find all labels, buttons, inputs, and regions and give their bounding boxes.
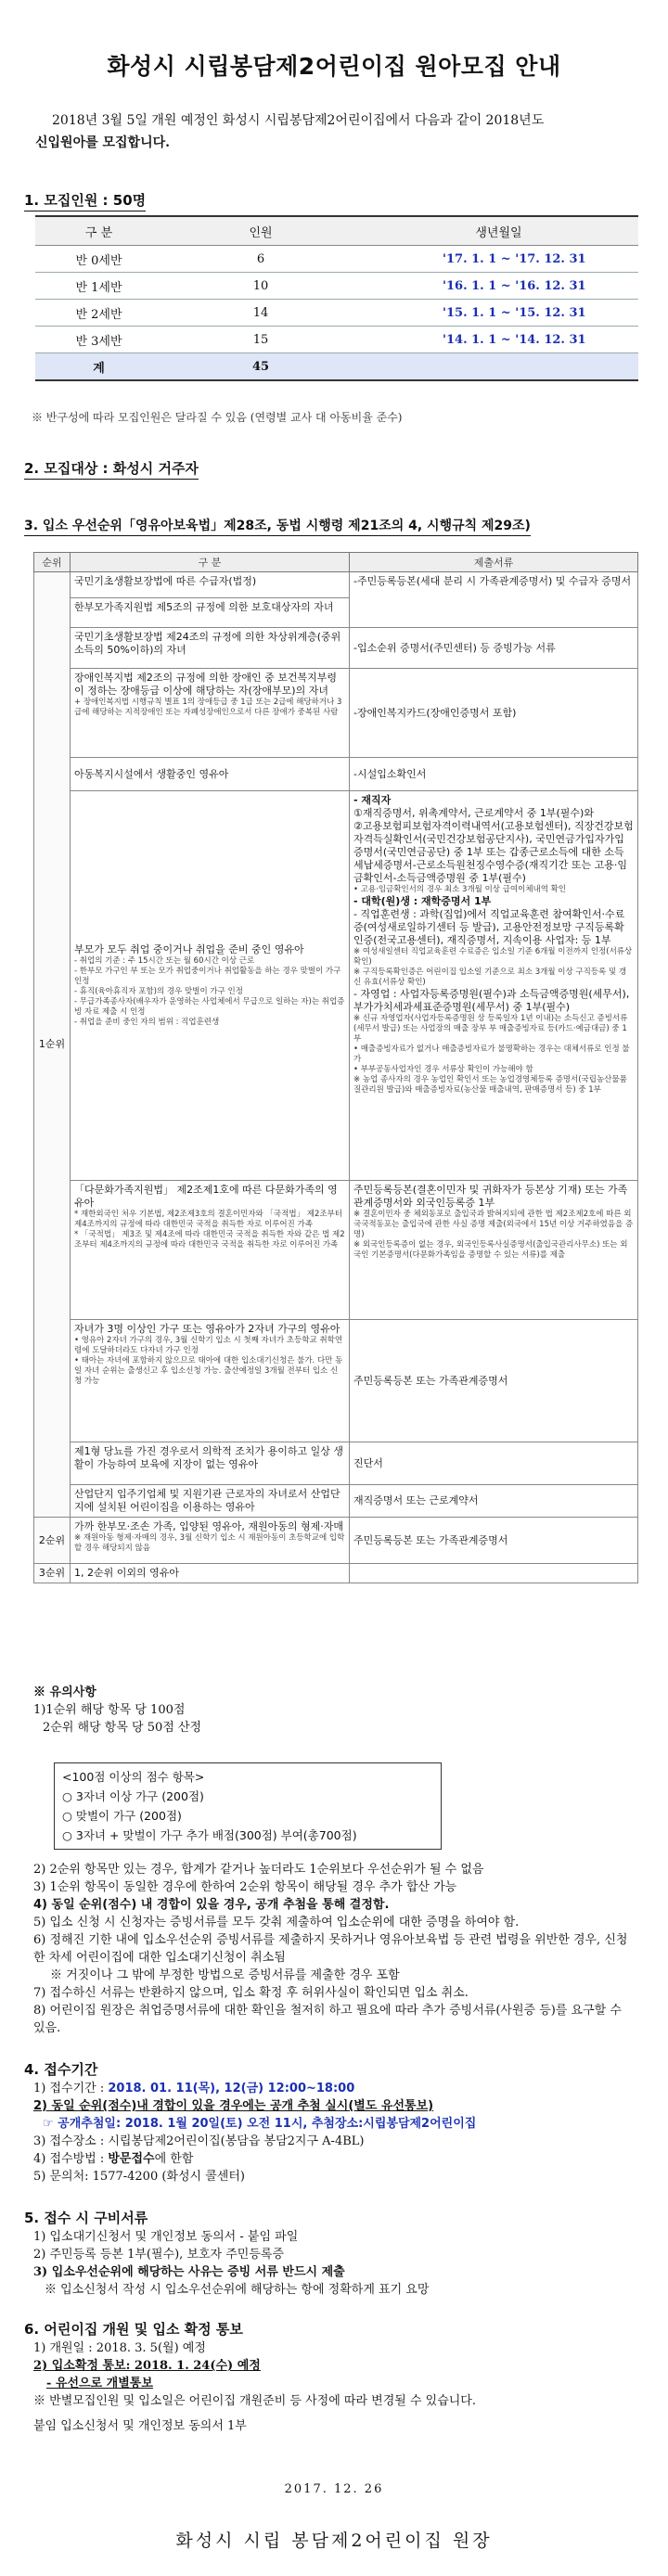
section-2-heading: 2. 모집대상 : 화성시 거주자: [24, 458, 199, 480]
quota-table: [35, 215, 638, 381]
col-class: 구 분: [35, 216, 162, 246]
rank-2: 2순위: [34, 1518, 71, 1564]
issue-date: 2017. 12. 26: [284, 2482, 384, 2496]
dual-income-documents: - 재직자 ①재직증명서, 위촉계약서, 근로계약서 중 1부(필수)와 ②고용보험피보험자격이력내역서(고용보험센터), 직장건강보험자격득실확인서(국민건강보험공단지사), 국민연금가입자가입증명서(국민연금공단) 중 1부 또는 갑종근로소득에 대한 소득세납세증명서-근로소득원천징수영수증(재직기간 또는 고용·임금확인서-소득금액증명원 중 1부(필수) • 고용·임금확인서의 경우 최소 3개월 이상 급여이체내역 확인 - 대학(원)생 : 재학증명서 1부 - 직업훈련생 : 과학(집업)에서 직업교육훈련 참여확인서·수료증(여성새로일하기센터 등 발급), 고용안전정보망 구직등록확인증(전국고용센터), 재직증명서, 지속이용 사업자: 등 1부 ※ 여성새일센터 직업교육훈련 수료증은 입소일 기준 6개월 이전까지 인정(서류상 확인) ※ 구직등록확인증은 어린이집 입소일 기준으로 최소 3개월 이상 구직등록 및 갱신 유효(서류상 확인) - 자영업 : 사업자등록증명원(필수)과 소득금액증명원(세무서), 부가가치세과세표준증명원(세무서) 중 1부(필수) ※ 신규 자영업자(사업자등록증명원 상 등록일자 1년 이내)는 소득신고 증빙서류(세무서 발급) 또는 사업장의 매출 장부 부 매출증빙자료 등(카드·예금대금) 중 1부 • 매출증빙자료가 없거나 매출증빙자료가 불명확하는 경우는 대체서류로 인정 불가 • 부부공동사업자인 경우 서류상 확인이 가능해야 함 ※ 농업 종사자의 경우 농업인 확인서 또는 농업경영체등록 증명서(국립농산물품질관리원 발급)와 매출증빙자료(농산물 매출내역, 판매증명서 등) 중 1부: [350, 791, 638, 1181]
priority-table: 순위 구 분 제출서류 1순위 국민기초생활보장법에 따른 수급자(법정) -주민등록등본(세대 분리 시 가족관계증명서) 및 수급자 증명서 한부모가족지원법 제5조의 규정에 의한 보호대상자의 자녀 국민기초생활보장법 제24조의 규정에 의한 차상위계층(중위소득의 50%이하)의 자녀 -입소순위 증명서(주민센터) 등 증빙가능 서류 장애인복지법 제2조의 규정에 의한 장애인 중 보건복지부령이 정하는 장애등급 이상에 해당하는 자(장애부모)의 자녀 + 장애인복지법 시행규칙 별표 1의 장애등급 중 1급 또는 2급에 해당하거나 3급에 해당하는 지적장애인 또는 자폐성장애인으로서 다른 장애가 중복된 사람 -장애인복지카드(장애인증명서 포함) 아동복지시설에서 생활중인 영유아 -시설입소확인서 부모가 모두 취업 중이거나 취업을 준비 중인 영유아 - 취업의 기준 : 주 15시간 또는 월 60시간 이상 근로 - 한부모 가구인 부 또는 모가 취업중이거나 취업활동을 하는 경우 맞벌이 가구 인정 - 휴직(육아휴직자 포함)의 경우 맞벌이 가구 인정 - 무급가족종사자(배우자가 운영하는 사업체에서 무급으로 일하는 자)는 취업증빙 자료 제출 시 인정 - 취업을 준비 중인 자의 범위 : 직업훈련생 - 재직자 ①재직증명서, 위촉계약서, 근로계약서 중 1부(필수)와 ②고용보험피보험자격이력내역서(고용보험센터), 직장건강보험자격득실확인서(국민건강보험공단지사), 국민연금가입자가입증명서(국민연금공단) 중 1부 또는 갑종근로소득에 대한 소득세납세증명서-근로소득원천징수영수증(재직기간 또는 고용·임금확인서-소득금액증명원 중 1부(필수) • 고용·임금확인서의 경우 최소 3개월 이상 급여이체내역 확인 - 대학(원)생 : 재학증명서 1부 - 직업훈련생 : 과학(집업)에서 직업교육훈련 참여확인서·수료증(여성새로일하기센터 등 발급), 고용안전정보망 구직등록확인증(전국고용센터), 재직증명서, 지속이용 사업자: 등 1부 ※ 여성새일센터 직업교육훈련 수료증은 입소일 기준 6개월 이전까지 인정(서류상 확인) ※ 구직등록확인증은 어린이집 입소일 기준으로 최소 3개월 이상 구직등록 및 갱신 유효(서류상 확인) - 자영업 : 사업자등록증명원(필수)과 소득금액증명원(세무서), 부가가치세과세표준증명원(세무서) 중 1부(필수) ※ 신규 자영업자(사업자등록증명원 상 등록일자 1년 이내)는 소득신고 증빙서류(세무서 발급) 또는 사업장의 매출 장부 부 매출증빙자료 등(카드·예금대금) 중 1부 • 매출증빙자료가 없거나 매출증빙자료가 불명확하는 경우는 대체서류로 인정 불가 • 부부공동사업자인 경우 서류상 확인이 가능해야 함 ※ 농업 종사자의 경우 농업인 확인서 또는 농업경영체등록 증명서(국립농산물품질관리원 발급)와 매출증빙자료(농산물 매출내역, 판매증명서 등) 중 1부 「다문화가족지원법」 제2조제1호에 따른 다문화가족의 영유아 * 재한외국인 처우 기본법, 제2조제3호의 결혼이민자와 「국적법」 제2조부터 제4조까지의 규정에 따라 대한민국 국적을 취득한 자로 이루어진 가족 * 「국적법」 제3조 및 제4조에 따라 대한민국 국적을 취득한 자와 같은 법 제2조부터 제4조까지의 규정에 따라 대한민국 국적을 취득한 자로 이루어진 가족 주민등록등본(결혼이민자 및 귀화자가 등본상 기재) 또는 가족관계증명서와 외국인등록증 1부 ※ 결혼이민자 중 체외동포로 출입국과 밝혀지되에 관한 법 제2조제2호에 따른 외국국적동포는 출입국에 관한 사실 증명 제출(외국에서 15년 이상 거주하였음을 증명) ※ 외국인등록증이 없는 경우, 외국인등록사실증명서(출입국관리사무소) 또는 외국인 기본증명서(다문화가족임을 증명할 수 있는 서류)를 제출 자녀가 3명 이상인 가구 또는 영유아가 2자녀 가구의 영유아 • 영유아 2자녀 가구의 경우, 3월 신학기 입소 시 첫째 자녀가 초등학교 취학연령에 도달하더라도 다자녀 가구 인정 • 태아는 자녀에 포함하지 않으므로 태아에 대한 입소대기신청은 불가. 다만 동일 자녀 순위는 출생신고 후 입소신청 가능. 출산예정일 3개월 전부터 입소 신청 가능 주민등록등본 또는 가족관계증명서 제1형 당뇨를 가진 경우로서 의학적 조치가 용이하고 일상 생활이 가능하여 보육에 지장이 없는 영유아 진단서 산업단지 입주기업체 및 지원기관 근로자의 자녀로서 산업단지에 설치된 어린이집을 이용하는 영유아 재직증명서 또는 근로계약서 2순위 가까 한부모·조손 가족, 입양된 영유아, 재원아동의 형제·자매 ※ 재원아동 형제·자매의 경우, 3월 신학기 입소 시 재원아동이 초등학교에 입학할 경우 해당되지 않음 주민등록등본 또는 가족관계증명서 3순위 1, 2순위 이외의 영유아: [33, 552, 638, 1583]
section-5-heading: 5. 접수 시 구비서류: [24, 2210, 148, 2226]
section-6-heading: 6. 어린이집 개원 및 입소 확정 통보: [24, 2321, 243, 2338]
criteria-multicultural: 「다문화가족지원법」 제2조제1호에 따른 다문화가족의 영유아 * 재한외국인 처우 기본법, 제2조제3호의 결혼이민자와 「국적법」 제2조부터 제4조까지의 규정에 따라 대한민국 국적을 취득한 자로 이루어진 가족 * 「국적법」 제3조 및 제4조에 따라 대한민국 국적을 취득한 자와 같은 법 제2조부터 제4조까지의 규정에 따라 대한민국 국적을 취득한 자로 이루어진 가족: [71, 1181, 350, 1320]
col-count: 인원: [162, 216, 359, 246]
section-4-body: 1) 접수기간 : 2018. 01. 11(목), 12(금) 12:00~18:00 2) 동일 순위(점수)내 경합이 있을 경우에는 공개 추첨 실시(별도 유선통보) ☞ 공개추첨일: 2018. 1월 20일(토) 오전 11시, 추첨장소:시립봉담제2어린이집 3) 접수장소 : 시립봉담제2어린이집(봉담읍 봉담2지구 A-4BL) 4) 접수방법 : 방문접수에 한함 5) 문의처: 1577-4200 (화성시 콜센터): [33, 2082, 477, 2184]
col-documents: 제출서류: [350, 553, 638, 572]
criteria-disabled-parent: 장애인복지법 제2조의 규정에 의한 장애인 중 보건복지부령이 정하는 장애등급 이상에 해당하는 자(장애부모)의 자녀 + 장애인복지법 시행규칙 별표 1의 장애등급 중 1급 또는 2급에 해당하거나 3급에 해당하는 지적장애인 또는 자폐성장애인으로서 다른 장애가 중복된 사람: [71, 669, 350, 758]
table-row: 반 1세반 10 '16. 1. 1 ~ '16. 12. 31: [35, 273, 638, 300]
table-row: 반 3세반 15 '14. 1. 1 ~ '14. 12. 31: [35, 327, 638, 353]
criteria-rank-3: 1, 2순위 이외의 영유아: [71, 1564, 350, 1583]
notes-section: ※ 유의사항 1)1순위 해당 항목 당 100점 2순위 해당 항목 당 50점 산정: [33, 1685, 202, 1735]
intro-paragraph: 2018년 3월 5일 개원 예정인 화성시 시립봉담제2어린이집에서 다음과 같이 2018년도 신입원아를 모집합니다.: [35, 113, 545, 150]
criteria-rank-2: 가까 한부모·조손 가족, 입양된 영유아, 재원아동의 형제·자매 ※ 재원아동 형제·자매의 경우, 3월 신학기 입소 시 재원아동이 초등학교에 입학할 경우 해당되지 않음: [71, 1518, 350, 1564]
total-row: 계 45: [35, 353, 638, 381]
col-dob: 생년월일: [359, 216, 638, 246]
points-box: <100점 이상의 점수 항목> ○ 3자녀 이상 가구 (200점) ○ 맞벌이 가구 (200점) ○ 3자녀 + 맞벌이 가구 추가 배점(300점) 부여(총700점): [54, 1762, 442, 1850]
quota-note: ※ 반구성에 따라 모집인원은 달라질 수 있음 (연령별 교사 대 아동비율 준수): [32, 411, 403, 424]
page-title: 화성시 시립봉담제2어린이집 원아모집 안내: [107, 53, 561, 80]
criteria-recipient: 국민기초생활보장법에 따른 수급자(법정): [71, 572, 350, 598]
signature-line: 화성시 시립 봉담제2어린이집 원장: [175, 2531, 493, 2551]
table-row: 반 2세반 14 '15. 1. 1 ~ '15. 12. 31: [35, 300, 638, 327]
col-category: 구 분: [71, 553, 350, 572]
criteria-multi-child: 자녀가 3명 이상인 가구 또는 영유아가 2자녀 가구의 영유아 • 영유아 2자녀 가구의 경우, 3월 신학기 입소 시 첫째 자녀가 초등학교 취학연령에 도달하더라도 다자녀 가구 인정 • 태아는 자녀에 포함하지 않으므로 태아에 대한 입소대기신청은 불가. 다만 동일 자녀 순위는 출생신고 후 입소신청 가능. 출산예정일 3개월 전부터 입소 신청 가능: [71, 1320, 350, 1442]
rank-3: 3순위: [34, 1564, 71, 1583]
criteria-near-poverty: 국민기초생활보장법 제24조의 규정에 의한 차상위계층(중위소득의 50%이하)의 자녀: [71, 628, 350, 669]
section-1-heading: 1. 모집인원 : 50명: [24, 190, 146, 211]
section-3-heading: 3. 입소 우선순위「영유아보육법」제28조, 동법 시행령 제21조의 4, 시행규칙 제29조): [24, 516, 531, 536]
notes-list: 2) 2순위 항목만 있는 경우, 합계가 같거나 높더라도 1순위보다 우선순위가 될 수 없음 3) 1순위 항목이 동일한 경우에 한하여 2순위 항목이 해당될 경우 추가 합산 가능 4) 동일 순위(점수) 내 경합이 있을 경우, 공개 추첨을 통해 결정함. 5) 입소 신청 시 신청자는 증빙서류를 모두 갖춰 제출하여 입소순위에 대한 증명을 하여야 함. 6) 정해진 기한 내에 입소우선순위 증빙서류를 제출하지 못하거나 영유아보육법 등 관련 법령을 위반한 경우, 신청한 차세 어린이집에 대한 입소대기신청이 취소됨 ※ 거짓이나 그 밖에 부정한 방법으로 증빙서류를 제출한 경우 포함 7) 접수하신 서류는 반환하지 않으며, 입소 확정 후 허위사실이 확인되면 입소 취소. 8) 어린이집 원장은 취업증명서류에 대한 확인을 철저히 하고 필요에 따라 추가 증빙서류(사원증 등)를 요구할 수 있음.: [33, 1863, 628, 2035]
rank-1: 1순위: [34, 572, 71, 1518]
criteria-industrial-complex: 산업단지 입주기업체 및 지원기관 근로자의 자녀로서 산업단지에 설치된 어린이집을 이용하는 영유아: [71, 1485, 350, 1518]
table-row: 반 0세반 6 '17. 1. 1 ~ '17. 12. 31: [35, 246, 638, 273]
criteria-diabetes: 제1형 당뇨를 가진 경우로서 의학적 조치가 용이하고 일상 생활이 가능하여 보육에 지장이 없는 영유아: [71, 1442, 350, 1485]
section-4-heading: 4. 접수기간: [24, 2061, 98, 2078]
section-5-body: 1) 입소대기신청서 및 개인정보 동의서 - 붙임 파일 2) 주민등록 등본 1부(필수), 보호자 주민등록증 3) 입소우선순위에 해당하는 사유는 증빙 서류 반드시 제출 ※ 입소신청서 작성 시 입소우선순위에 해당하는 항에 정확하게 표기 요망: [33, 2230, 430, 2297]
section-6-body: 1) 개원일 : 2018. 3. 5(월) 예정 2) 입소확정 통보: 2018. 1. 24(수) 예정 - 유선으로 개별통보 ※ 반별모집인원 및 입소일은 어린이집 개원준비 등 사정에 따라 변경될 수 있습니다. 붙임 입소신청서 및 개인정보 동의서 1부: [33, 2339, 636, 2435]
criteria-dual-income: 부모가 모두 취업 중이거나 취업을 준비 중인 영유아 - 취업의 기준 : 주 15시간 또는 월 60시간 이상 근로 - 한부모 가구인 부 또는 모가 취업중이거나 취업활동을 하는 경우 맞벌이 가구 인정 - 휴직(육아휴직자 포함)의 경우 맞벌이 가구 인정 - 무급가족종사자(배우자가 운영하는 사업체에서 무급으로 일하는 자)는 취업증빙 자료 제출 시 인정 - 취업을 준비 중인 자의 범위 : 직업훈련생: [71, 791, 350, 1181]
attachment-line: 붙임 입소신청서 및 개인정보 동의서 1부: [33, 2419, 247, 2433]
criteria-single-parent: 한부모가족지원법 제5조의 규정에 의한 보호대상자의 자녀: [71, 598, 350, 628]
col-rank: 순위: [34, 553, 71, 572]
criteria-welfare-facility: 아동복지시설에서 생활중인 영유아: [71, 758, 350, 791]
